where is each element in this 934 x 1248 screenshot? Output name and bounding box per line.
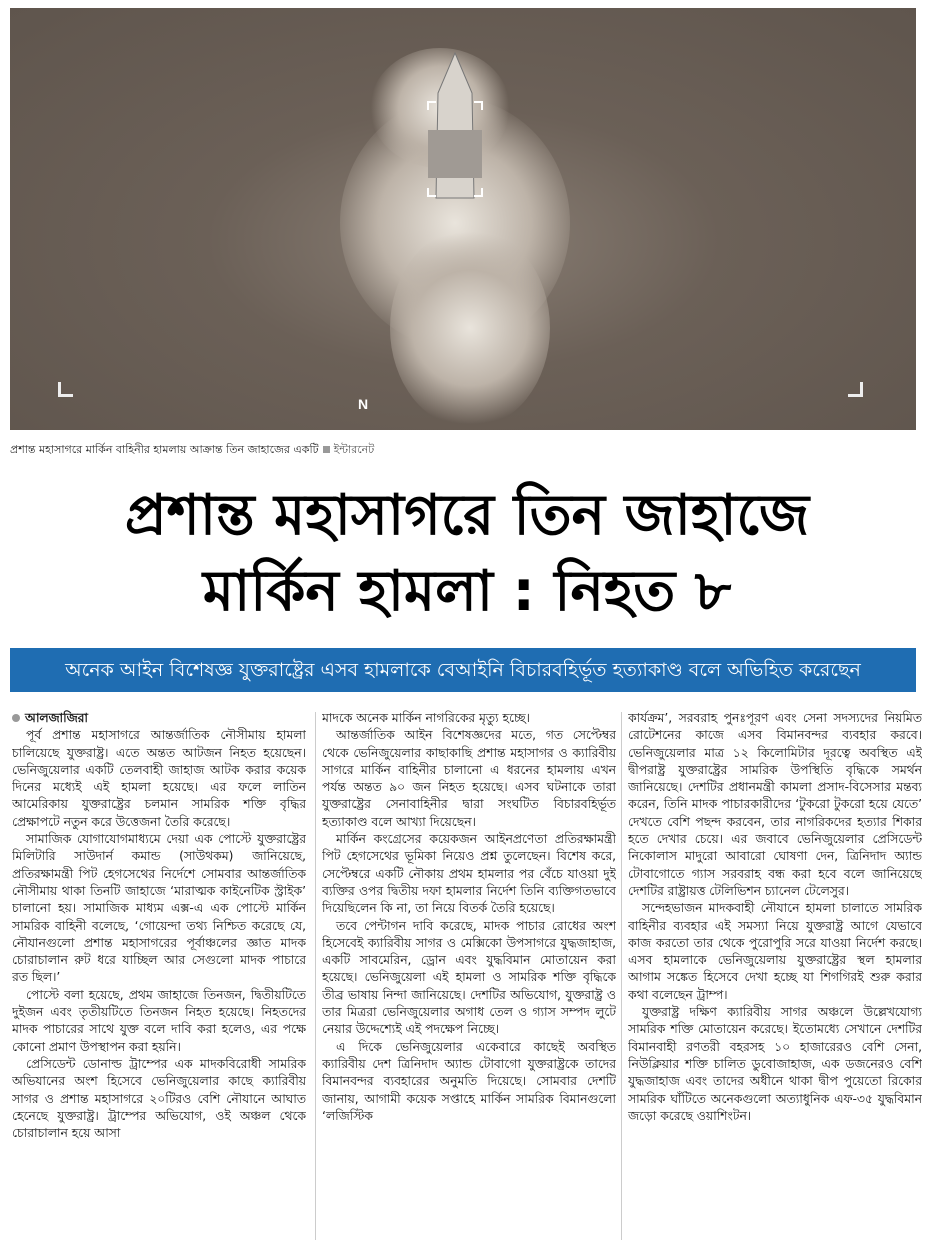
paragraph: মার্কিন কংগ্রেসের কয়েকজন আইনপ্রণেতা প্রতিরক্ষামন্ত্রী পিট হেগসেথের ভূমিকা নিয়েও প্রশ্ন তুলেছেন। বিশেষ করে, সেপ্টেম্বরে একটি নৌকায় প্রথম হামলার পর বেঁচে যাওয়া দুই ব্যক্তির ওপর দ্বিতীয় দফা হামলার নির্দেশ তিনি ব্যক্তিগতভাবে দিয়েছিলেন কি না, তা নিয়ে বিতর্ক তৈরি হয়েছে। [322,832,616,916]
headline-line-2: মার্কিন হামলা : নিহত ৮ [202,559,732,624]
bullet-icon [12,714,20,722]
boat-icon [410,48,500,208]
byline [12,710,306,727]
paragraph: তবে পেন্টাগন দাবি করেছে, মাদক পাচার রোধের অংশ হিসেবেই ক্যারিবীয় সাগর ও মেক্সিকো উপসাগরে যুদ্ধজাহাজ, একটি সাবমেরিন, ড্রোন এবং যুদ্ধবিমান মোতায়েন করা হয়েছে। ভেনিজুয়েলা এই হামলা ও সামরিক শক্তি বৃদ্ধিকে তীব্র ভাষায় নিন্দা জানিয়েছে। দেশটির অভিযোগ, যুক্তরাষ্ট্র ও তার মিত্ররা ভেনিজুয়েলার অগাধ তেল ও গ্যাস সম্পদ লুটে নেয়ার উদ্দেশ্যেই এই পদক্ষেপ নিচ্ছে। [322,918,616,1037]
splash-shape [390,228,550,428]
separator-square-icon [323,446,330,453]
column-divider [315,712,316,1240]
byline-text: আলজাজিরা [25,711,88,725]
news-photo [10,8,916,430]
headline-line-1: প্রশান্ত মহাসাগরে তিন জাহাজে [124,483,810,548]
article-column-2 [322,710,616,1240]
photo-credit: ইন্টারনেট [333,443,375,456]
paragraph: কার্যক্রম’, সরবরাহ পুনঃপূরণ এবং সেনা সদস্যদের নিয়মিত রোটেশনের কাজে এসব বিমানবন্দর ব্যবহার করবে। ভেনিজুয়েলার মাত্র ১২ কিলোমিটার দূরত্বে অবস্থিত এই দ্বীপরাষ্ট্র যুক্তরাষ্ট্রের সামরিক উপস্থিতি বৃদ্ধিকে সমর্থন জানিয়েছে। দেশটির প্রধানমন্ত্রী কামলা প্রসাদ-বিসেসার মন্তব্য করেন, তিনি মাদক পাচারকারীদের ‘টুকরো টুকরো হয়ে যেতে’ দেখতে বেশি পছন্দ করবেন, তার নাগরিকদের হত্যার শিকার হতে দেখার চেয়ে। এর জবাবে ভেনিজুয়েলার প্রেসিডেন্ট নিকোলাস মাদুরো আবারো ঘোষণা দেন, ত্রিনিদাদ অ্যান্ড টোবাগোতে গ্যাস সরবরাহ বন্ধ করা হবে বলে জানিয়েছে দেশটির রাষ্ট্রায়ত্ত টেলিভিশন চ্যানেল টেলেসুর। [628,711,922,898]
paragraph: সন্দেহভাজন মাদকবাহী নৌযানে হামলা চালাতে সামরিক বাহিনীর ব্যবহার এই সমস্যা নিয়ে যুক্তরাষ্ট্র আগে যেভাবে কাজ করতো তার থেকে পুরোপুরি সরে যাওয়া নির্দেশ করছে। এসব হামলাকে ভেনিজুয়েলায় যুক্তরাষ্ট্রের স্থল হামলার আগাম সঙ্কেত হিসেবে দেখা হচ্ছে যা শিগগিরই শুরু করার কথা বলেছেন ট্রাম্প। [628,901,922,1002]
paragraph: পূর্ব প্রশান্ত মহাসাগরে আন্তর্জাতিক নৌসীমায় হামলা চালিয়েছে যুক্তরাষ্ট্র। এতে অন্তত আটজন নিহত হয়েছেন। ভেনিজুয়েলার একটি তেলবাহী জাহাজ আটক করার কয়েক দিনের মধ্যেই এই হামলা হয়েছে। এর ফলে লাতিন আমেরিকায় যুক্তরাষ্ট্রের চলমান সামরিক শক্তি বৃদ্ধির প্রেক্ষাপটে নতুন করে উত্তেজনা তৈরি করেছে। [12,728,306,829]
column-divider [621,712,622,1240]
photo-caption [10,441,374,460]
subheadline-bar [10,648,916,692]
paragraph: এ দিকে ভেনিজুয়েলার একেবারে কাছেই অবস্থিত ক্যারিবীয় দেশ ত্রিনিদাদ অ্যান্ড টোবাগো যুক্তরাষ্ট্রকে তাদের বিমানবন্দর ব্যবহারের অনুমতি দিয়েছে। সোমবার দেশটি জানায়, আগামী কয়েক সপ্তাহে মার্কিন সামরিক বিমানগুলো ‘লজিস্টিক [322,1039,616,1123]
subheadline: অনেক আইন বিশেষজ্ঞ যুক্তরাষ্ট্রের এসব হামলাকে বেআইনি বিচারবহির্ভূত হত্যাকাণ্ড বলে অভিহিত করেছেন [65,659,861,681]
corner-bracket-icon [58,382,73,397]
paragraph: মাদকে অনেক মার্কিন নাগরিকের মৃত্যু হচ্ছে। [322,711,530,725]
article-column-1 [12,710,306,1240]
corner-bracket-icon [848,382,863,397]
article-column-3 [628,710,922,1240]
paragraph: যুক্তরাষ্ট্র দক্ষিণ ক্যারিবীয় সাগর অঞ্চলে উল্লেখযোগ্য সামরিক শক্তি মোতায়েন করেছে। ইতোমধ্যে সেখানে দেশটির বিমানবাহী রণতরী বহরসহ ১০ হাজারেরও বেশি সেনা, নিউক্লিয়ার শক্তি চালিত ডুবোজাহাজ, এক ডজনেরও বেশি যুদ্ধজাহাজ এবং তাদের অধীনে থাকা দ্বীপ পুয়েতো রিকোর সামরিক ঘাঁটিতে অনেকগুলো অত্যাধুনিক এফ-৩৫ যুদ্ধবিমান জড়ো করেছে ওয়াশিংটন। [628,1005,922,1123]
paragraph: পোস্টে বলা হয়েছে, প্রথম জাহাজে তিনজন, দ্বিতীয়টিতে দুইজন এবং তৃতীয়টিতে তিনজন নিহত হয়েছে। নিহতদের মাদক পাচারের সাথে যুক্ত বলে দাবি করা হলেও, এর পক্ষে কোনো প্রমাণ উপস্থাপন করা হয়নি। [12,987,306,1054]
paragraph: আন্তর্জাতিক আইন বিশেষজ্ঞদের মতে, গত সেপ্টেম্বর থেকে ভেনিজুয়েলার কাছাকাছি প্রশান্ত মহাসাগর ও ক্যারিবীয় সাগরে মার্কিন বাহিনীর চালানো এ ধরনের হামলায় এখন পর্যন্ত অন্তত ৯০ জন নিহত হয়েছে। এসব ঘটনাকে তারা যুক্তরাষ্ট্রের সেনাবাহিনীর দ্বারা সংঘটিত বিচারবহির্ভূত হত্যাকাণ্ড বলে আখ্যা দিয়েছেন। [322,728,616,829]
caption-text: প্রশান্ত মহাসাগরে মার্কিন বাহিনীর হামলায় আক্রান্ত তিন জাহাজের একটি [10,443,319,456]
headline [0,478,934,630]
paragraph: সামাজিক যোগাযোগমাধ্যমে দেয়া এক পোস্টে যুক্তরাষ্ট্রের মিলিটারি সাউদার্ন কমান্ড (সাউথকম) জানিয়েছে, প্রতিরক্ষামন্ত্রী পিট হেগসেথের নির্দেশে সোমবার আন্তর্জাতিক নৌসীমায় থাকা তিনটি জাহাজে ‘মারাত্মক কাইনেটিক স্ট্রাইক’ চালানো হয়। সামাজিক মাধ্যম এক্স-এ এক পোস্টে মার্কিন সামরিক বাহিনী বলেছে, ‘গোয়েন্দা তথ্য নিশ্চিত করেছে যে, নৌযানগুলো প্রশান্ত মহাসাগরের পূর্বাঞ্চলের জ্ঞাত মাদক চোরাচালান রুট ধরে যাচ্ছিল আর সেগুলো মাদক পাচারে রত ছিল।’ [12,832,306,985]
north-label: N [358,396,369,412]
paragraph: প্রেসিডেন্ট ডোনাল্ড ট্রাম্পের এক মাদকবিরোধী সামরিক অভিযানের অংশ হিসেবে ভেনিজুয়েলার কাছে ক্যারিবীয় সাগর ও প্রশান্ত মহাসাগরে ২০টিরও বেশি নৌযানে আঘাত হেনেছে যুক্তরাষ্ট্র। ট্রাম্পের অভিযোগ, ওই অঞ্চল থেকে চোরাচালান হয়ে আসা [12,1056,306,1141]
